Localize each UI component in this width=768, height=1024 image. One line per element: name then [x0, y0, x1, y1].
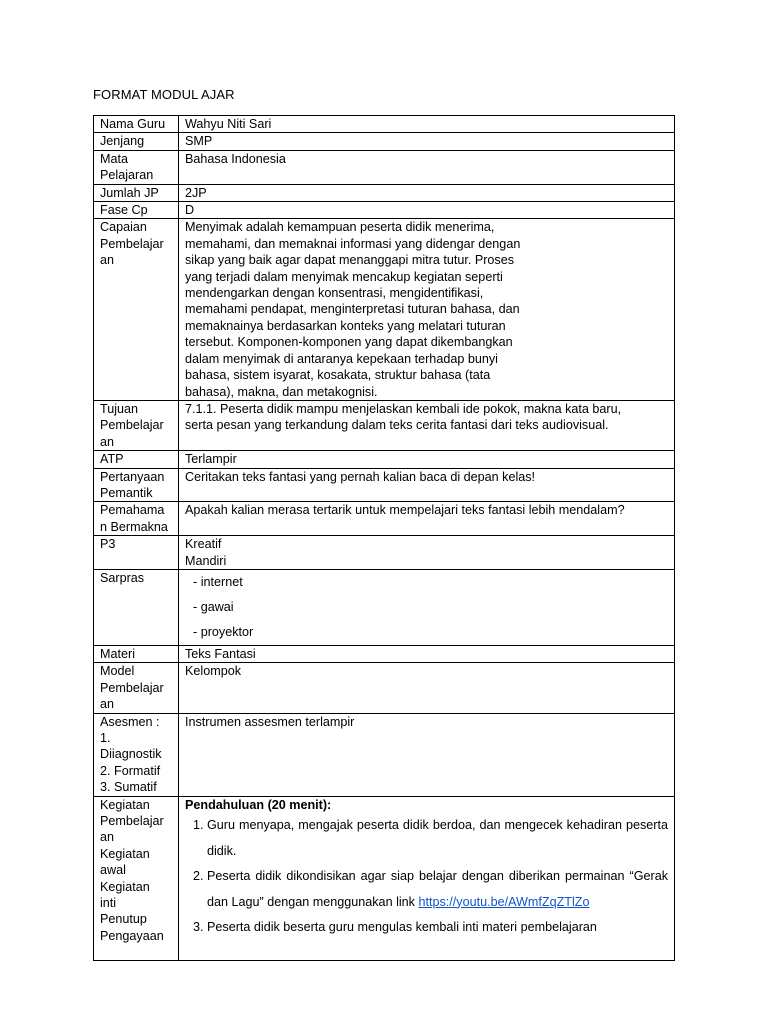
- row-label: Pertanyaan Pemantik: [94, 468, 179, 502]
- table-row: [94, 796, 675, 960]
- table-row: [94, 202, 675, 219]
- modul-table: [93, 115, 675, 961]
- table-row: [94, 133, 675, 150]
- page-title: FORMAT MODUL AJAR: [93, 87, 235, 102]
- table-row: [94, 713, 675, 796]
- row-value: 7.1.1. Peserta didik mampu menjelaskan kembali ide pokok, makna kata baru, serta pesan yang terkandung dalam teks cerita fantasi dari teks audiovisual.: [179, 400, 675, 450]
- row-label: Sarpras: [94, 569, 179, 645]
- row-label: Fase Cp: [94, 202, 179, 219]
- table-row: [94, 502, 675, 536]
- row-label: Jenjang: [94, 133, 179, 150]
- table-row: [94, 150, 675, 184]
- row-label: Tujuan Pembelajar an: [94, 400, 179, 450]
- row-value: Kelompok: [179, 663, 675, 713]
- table-row: [94, 536, 675, 570]
- table-row: [94, 663, 675, 713]
- list-item: [207, 915, 668, 941]
- row-value: [179, 796, 675, 960]
- row-label: Jumlah JP: [94, 184, 179, 201]
- step-text: Guru menyapa, mengajak peserta didik berdoa, dan mengecek kehadiran peserta didik.: [207, 818, 668, 858]
- list-item: [207, 813, 668, 864]
- row-value: Bahasa Indonesia: [179, 150, 675, 184]
- row-value: 2JP: [179, 184, 675, 201]
- steps-list: [185, 813, 668, 941]
- youtube-link[interactable]: https://youtu.be/AWmfZqZTlZo: [418, 894, 590, 909]
- row-label: Capaian Pembelajar an: [94, 219, 179, 400]
- row-label: Pemahama n Bermakna: [94, 502, 179, 536]
- table-row: [94, 451, 675, 468]
- table-row: [94, 184, 675, 201]
- row-value: Terlampir: [179, 451, 675, 468]
- table-row: [94, 116, 675, 133]
- row-value: Kreatif Mandiri: [179, 536, 675, 570]
- table-row: [94, 219, 675, 400]
- table-row: [94, 569, 675, 645]
- table-row: [94, 400, 675, 450]
- section-heading: Pendahuluan (20 menit):: [185, 797, 332, 812]
- row-label: Materi: [94, 645, 179, 662]
- step-text: Peserta didik beserta guru mengulas kembali inti materi pembelajaran: [207, 920, 597, 935]
- table-row: [94, 468, 675, 502]
- row-value: Teks Fantasi: [179, 645, 675, 662]
- row-value: SMP: [179, 133, 675, 150]
- row-label: ATP: [94, 451, 179, 468]
- row-label: Model Pembelajar an: [94, 663, 179, 713]
- step-text: Peserta didik dikondisikan agar siap belajar dengan diberikan permainan “Gerak dan Lagu” dengan menggunakan link: [207, 869, 668, 909]
- row-label: P3: [94, 536, 179, 570]
- row-value: Instrumen assesmen terlampir: [179, 713, 675, 796]
- row-value: Menyimak adalah kemampuan peserta didik menerima, memahami, dan memaknai informasi yang didengar dengan sikap yang baik agar dapat menanggapi mitra tutur. Proses yang terjadi dalam menyimak mencakup kegiatan seperti mendengarkan dengan konsentrasi, mengidentifikasi, memahami pendapat, menginterpretasi tuturan bahasa, dan memaknainya berdasarkan konteks yang melatari tuturan tersebut. Komponen-komponen yang dapat dikembangkan dalam menyimak di antaranya kepekaan terhadap bunyi bahasa, sistem isyarat, kosakata, struktur bahasa (tata bahasa), makna, dan metakognisi.: [179, 219, 675, 400]
- list-item: [207, 864, 668, 915]
- table-row: [94, 645, 675, 662]
- row-value: - internet - gawai - proyektor: [179, 569, 675, 645]
- row-value: D: [179, 202, 675, 219]
- row-label: Kegiatan Pembelajar an Kegiatan awal Kegiatan inti Penutup Pengayaan: [94, 796, 179, 960]
- row-label: Nama Guru: [94, 116, 179, 133]
- row-value: Apakah kalian merasa tertarik untuk mempelajari teks fantasi lebih mendalam?: [179, 502, 675, 536]
- row-value: Ceritakan teks fantasi yang pernah kalian baca di depan kelas!: [179, 468, 675, 502]
- row-label: Mata Pelajaran: [94, 150, 179, 184]
- steps-clip: [185, 813, 668, 960]
- row-value: Wahyu Niti Sari: [179, 116, 675, 133]
- row-label: Asesmen : 1. Diiagnostik 2. Formatif 3. Sumatif: [94, 713, 179, 796]
